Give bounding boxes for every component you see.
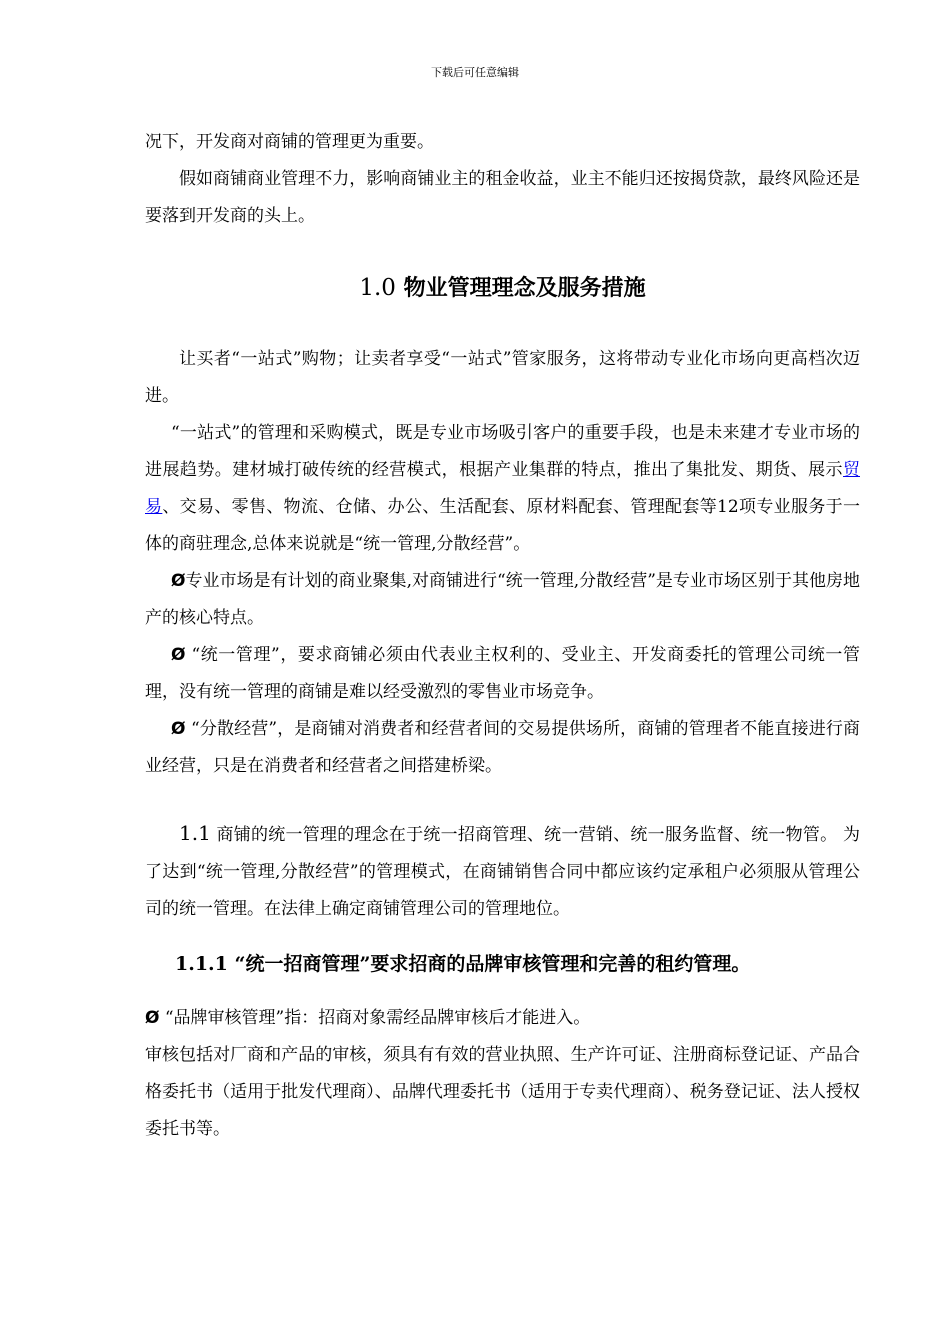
bullet-text: “分散经营”，是商铺对消费者和经营者间的交易提供场所，商铺的管理者不能直接进行商业经营，只是在消费者和经营者之间搭建桥梁。: [145, 719, 860, 776]
page-header: 下载后可任意编辑: [431, 66, 519, 79]
subsection-number: 1.1: [179, 821, 211, 845]
paragraph-management-mode: [145, 415, 860, 563]
subsubsection-number: 1.1.1: [175, 953, 228, 975]
bullet-marker-icon: Ø: [171, 645, 186, 665]
bullet-marker-icon: Ø: [145, 1008, 160, 1028]
brand-review-text: “品牌审核管理”指：招商对象需经品牌审核后才能进入。: [159, 1008, 591, 1028]
bullet-item: [145, 711, 860, 785]
subsection-text: 商铺的统一管理的理念在于统一招商管理、统一营销、统一服务监督、统一物管。 为了达到“统一管理,分散经营”的管理模式，在商铺销售合同中都应该约定承租户必须服从管理公司的统一管理。在法律上确定商铺管理公司的管理地位。: [145, 825, 860, 919]
paragraph-text-a: “一站式”的管理和采购模式，既是专业市场吸引客户的重要手段，也是未来建才专业市场的进展趋势。建材城打破传统的经营模式，根据产业集群的特点，推出了集批发、期货、展示: [145, 423, 860, 480]
section-heading: [145, 265, 860, 311]
section-title: 物业管理理念及服务措施: [403, 275, 646, 301]
subsubsection-heading: [145, 942, 860, 986]
bullet-text: “统一管理”，要求商铺必须由代表业主权利的、受业主、开发商委托的管理公司统一管理，没有统一管理的商铺是难以经受激烈的零售业市场竞争。: [145, 645, 860, 702]
trade-link[interactable]: 贸易: [145, 460, 860, 517]
bullet-marker-icon: Ø: [171, 719, 186, 739]
brand-review-line: [145, 1000, 860, 1037]
bullet-marker-icon: Ø: [171, 571, 186, 591]
bullet-item: [145, 563, 860, 637]
section-number: 1.0: [359, 275, 396, 301]
subsubsection-title: “统一招商管理”要求招商的品牌审核管理和完善的租约管理。: [234, 953, 751, 975]
document-body: [145, 124, 860, 1148]
paragraph-text-b: 、交易、零售、物流、仓储、办公、生活配套、原材料配套、管理配套等12项专业服务于一体的商驻理念,总体来说就是“统一管理,分散经营”。: [145, 497, 860, 554]
paragraph-section-1-1: [145, 815, 860, 928]
bullet-item: [145, 637, 860, 711]
paragraph-continuation: 况下，开发商对商铺的管理更为重要。: [145, 132, 434, 152]
bullet-text: 专业市场是有计划的商业聚集,对商铺进行“统一管理,分散经营”是专业市场区别于其他房地产的核心特点。: [145, 571, 860, 628]
paragraph-risk: 假如商铺商业管理不力，影响商铺业主的租金收益，业主不能归还按揭贷款，最终风险还是要落到开发商的头上。: [145, 169, 860, 226]
paragraph-one-stop: 让买者“一站式”购物；让卖者享受“一站式”管家服务，这将带动专业化市场向更高档次迈进。: [145, 349, 860, 406]
brand-review-detail: 审核包括对厂商和产品的审核，须具有有效的营业执照、生产许可证、注册商标登记证、产品合格委托书（适用于批发代理商）、品牌代理委托书（适用于专卖代理商）、税务登记证、法人授权委托书等。: [145, 1045, 860, 1139]
